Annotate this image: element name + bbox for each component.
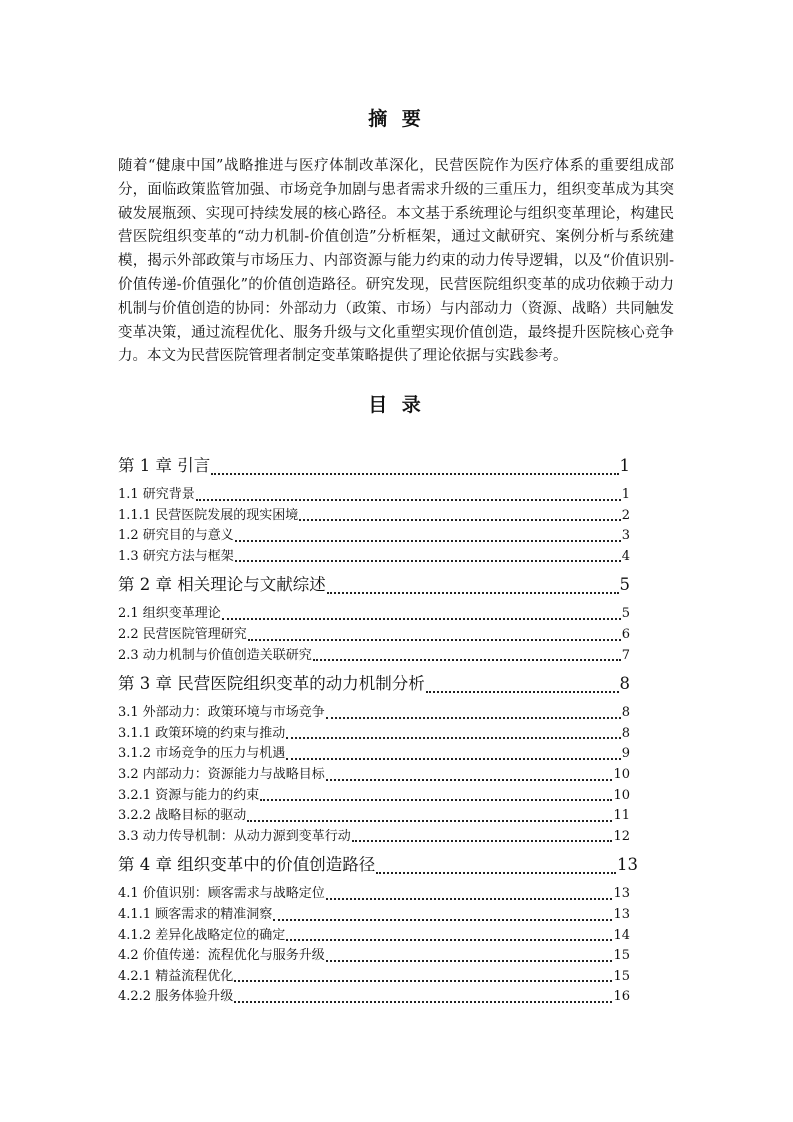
toc-entry-title: 4.1.2 差异化战略定位的确定 [118, 927, 286, 943]
toc-entry-title: 1.2 研究目的与意义 [118, 528, 234, 544]
toc-entry-page: 16 [613, 989, 630, 1005]
toc-leader-dots [211, 472, 618, 475]
toc-entry-title: 第 2 章 相关理论与文献综述 [118, 575, 326, 595]
toc-leader-dots [299, 518, 621, 521]
toc-leader-dots [326, 959, 613, 962]
toc-entry[interactable] [118, 765, 630, 786]
toc-entry-title: 1.1.1 民营医院发展的现实困境 [118, 507, 299, 523]
toc-entry[interactable] [118, 703, 630, 724]
toc-entry-title: 4.1 价值识别：顾客需求与战略定位 [118, 886, 325, 902]
abstract-title: 摘 要 [368, 108, 425, 130]
toc-entry-page: 7 [621, 647, 630, 663]
toc-entry-page: 14 [613, 927, 630, 943]
toc-entry-page: 13 [617, 855, 638, 875]
toc-entry[interactable] [118, 526, 630, 547]
toc-entry-title: 3.1.2 市场竞争的压力与机遇 [118, 746, 286, 762]
toc-title: 目 录 [368, 394, 425, 416]
toc-entry-page: 10 [613, 787, 630, 803]
toc-leader-dots [376, 871, 616, 874]
toc-entry-title: 4.2.1 精益流程优化 [118, 968, 234, 984]
toc-entry-title: 3.2 内部动力：资源能力与战略目标 [118, 766, 325, 782]
toc-entry-title: 3.1 外部动力：政策环境与市场竞争 [118, 705, 325, 721]
toc-entry-page: 4 [621, 548, 630, 564]
toc-entry[interactable] [118, 851, 638, 879]
toc-entry[interactable] [118, 827, 630, 848]
toc-entry[interactable] [118, 905, 630, 926]
toc-leader-dots [196, 498, 621, 501]
toc-entry[interactable] [118, 744, 630, 765]
toc-entry[interactable] [118, 884, 630, 905]
toc-leader-dots [247, 819, 612, 822]
toc-entry-page: 15 [613, 948, 630, 964]
toc-entry-page: 12 [613, 828, 630, 844]
toc-entry-page: 1 [619, 456, 630, 475]
toc-entry[interactable] [118, 987, 630, 1008]
toc-entry-title: 第 3 章 民营医院组织变革的动力机制分析 [118, 674, 425, 694]
toc-entry-title: 1.3 研究方法与框架 [118, 548, 234, 564]
toc-entry[interactable] [118, 926, 630, 947]
toc-entry[interactable] [118, 806, 630, 827]
toc-leader-dots [260, 798, 612, 801]
toc-leader-dots [326, 778, 613, 781]
toc-leader-dots [273, 918, 612, 921]
table-of-contents [118, 448, 638, 1008]
toc-entry-title: 第 1 章 引言 [118, 456, 211, 475]
toc-entry-title: 3.2.2 战略目标的驱动 [118, 808, 247, 824]
toc-entry-title: 2.1 组织变革理论 [118, 606, 221, 622]
toc-leader-dots [248, 638, 621, 641]
toc-leader-dots [286, 736, 621, 739]
toc-entry[interactable] [118, 506, 630, 527]
toc-entry-page: 2 [621, 507, 630, 523]
toc-entry-title: 4.2.2 服务体验升级 [118, 989, 234, 1005]
toc-entry[interactable] [118, 967, 630, 988]
toc-entry[interactable] [118, 452, 630, 480]
toc-entry-page: 15 [613, 968, 630, 984]
toc-entry-title: 3.1.1 政策环境的约束与推动 [118, 725, 286, 741]
toc-leader-dots [286, 938, 612, 941]
toc-entry[interactable] [118, 547, 630, 568]
toc-leader-dots [352, 839, 613, 842]
toc-leader-dots [286, 757, 621, 760]
toc-entry-page: 10 [613, 766, 630, 782]
toc-entry[interactable] [118, 485, 630, 506]
toc-entry-page: 5 [621, 606, 630, 622]
toc-leader-dots [234, 1000, 612, 1003]
toc-entry-title: 第 4 章 组织变革中的价值创造路径 [118, 855, 376, 875]
toc-leader-dots [326, 716, 621, 719]
toc-leader-dots [426, 690, 619, 693]
toc-entry[interactable] [118, 946, 630, 967]
toc-entry-title: 4.1.1 顾客需求的精准洞察 [118, 906, 273, 922]
toc-entry-title: 4.2 价值传递：流程优化与服务升级 [118, 948, 325, 964]
toc-entry-page: 9 [621, 746, 630, 762]
toc-entry[interactable] [118, 786, 630, 807]
toc-entry-page: 5 [619, 575, 630, 595]
toc-entry[interactable] [118, 625, 630, 646]
toc-leader-dots [326, 897, 613, 900]
toc-entry-page: 1 [621, 487, 630, 502]
toc-entry-title: 1.1 研究背景 [118, 487, 195, 502]
toc-leader-dots [235, 539, 621, 542]
toc-leader-dots [222, 617, 621, 620]
toc-entry-title: 2.2 民营医院管理研究 [118, 626, 247, 642]
toc-entry-page: 13 [613, 906, 630, 922]
toc-entry-page: 8 [619, 674, 630, 694]
toc-entry[interactable] [118, 670, 630, 698]
toc-entry[interactable] [118, 646, 630, 667]
toc-entry[interactable] [118, 724, 630, 745]
toc-entry-page: 6 [621, 626, 630, 642]
toc-entry-title: 3.2.1 资源与能力的约束 [118, 787, 260, 803]
toc-entry-page: 11 [613, 808, 630, 824]
toc-entry-page: 8 [621, 705, 630, 721]
abstract-body: 随着“健康中国”战略推进与医疗体制改革深化，民营医院作为医疗体系的重要组成部分，面临政策监管加强、市场竞争加剧与患者需求升级的三重压力，组织变革成为其突破发展瓶颈、实现可持续发展的核心路径。本文基于系统理论与组织变革理论，构建民营医院组织变革的“动力机制-价值创造”分析框架，通过文献研究、案例分析与系统建模，揭示外部政策与市场压力、内部资源与能力约束的动力传导逻辑，以及“价值识别-价值传递-价值强化”的价值创造路径。研究发现，民营医院组织变革的成功依赖于动力机制与价值创造的协同：外部动力（政策、市场）与内部动力（资源、战略）共同触发变革决策，通过流程优化、服务升级与文化重塑实现价值创造，最终提升医院核心竞争力。本文为民营医院管理者制定变革策略提供了理论依据与实践参考。 [118, 158, 674, 365]
toc-leader-dots [235, 559, 621, 562]
toc-entry-page: 8 [621, 725, 630, 741]
toc-entry-page: 13 [613, 886, 630, 902]
toc-entry-title: 2.3 动力机制与价值创造关联研究 [118, 647, 312, 663]
toc-entry-title: 3.3 动力传导机制：从动力源到变革行动 [118, 828, 351, 844]
toc-leader-dots [234, 979, 612, 982]
toc-entry[interactable] [118, 604, 630, 625]
toc-entry[interactable] [118, 571, 630, 599]
toc-leader-dots [327, 591, 619, 594]
toc-leader-dots [313, 658, 621, 661]
toc-entry-page: 3 [621, 528, 630, 544]
